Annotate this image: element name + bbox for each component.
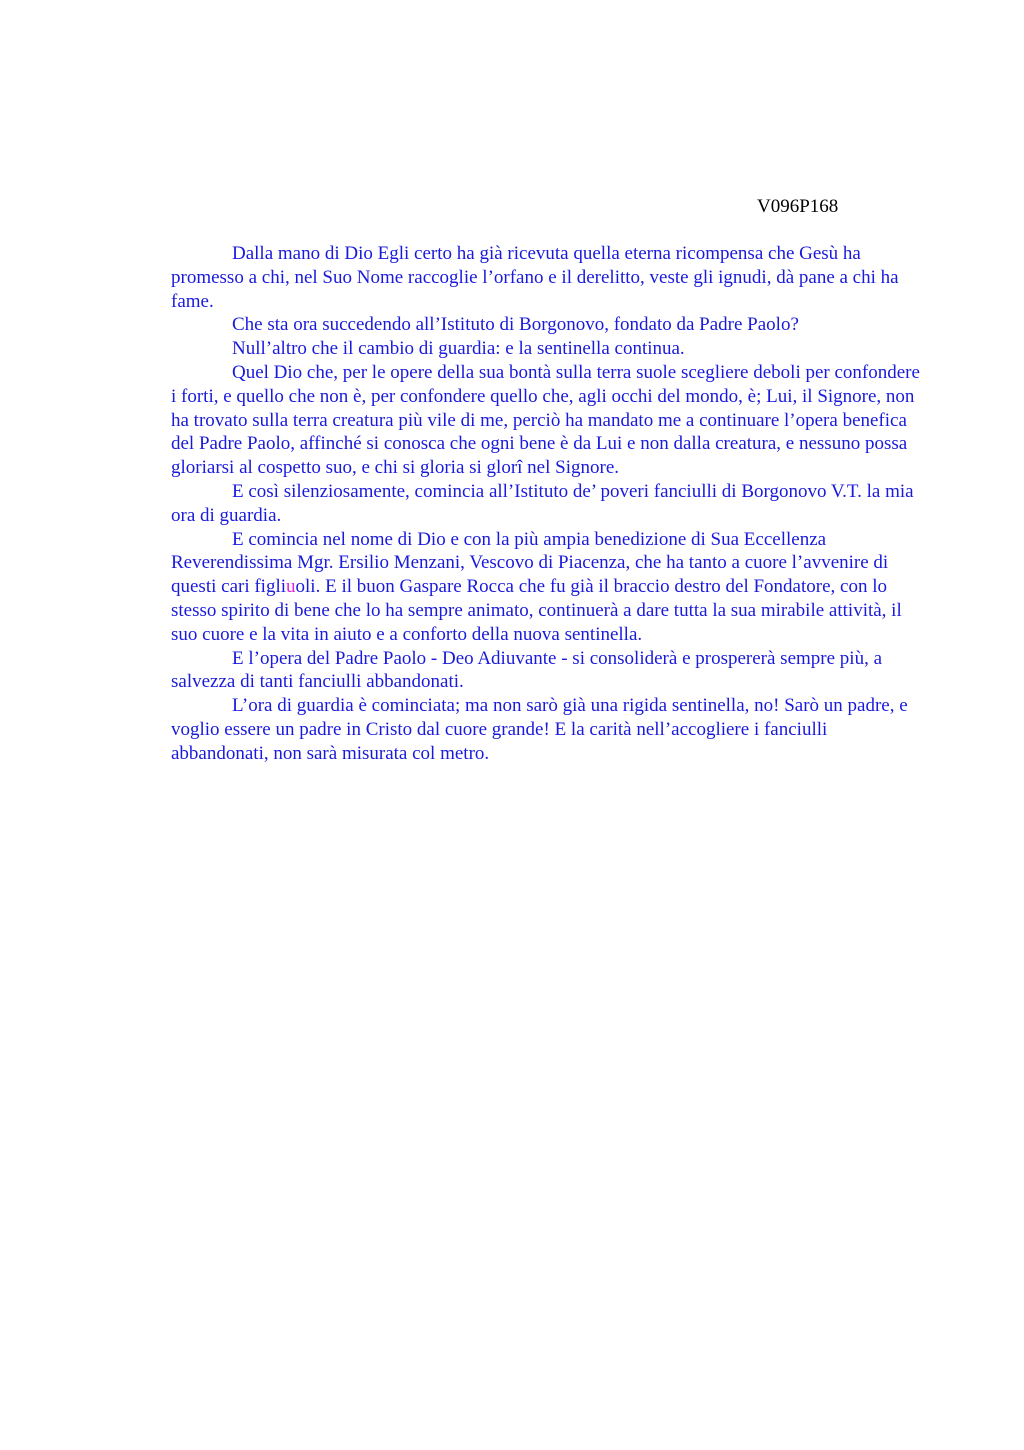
paragraph: Dalla mano di Dio Egli certo ha già ricevuta quella eterna ricompensa che Gesù ha promesso a chi, nel Suo Nome raccoglie l’orfano e il derelitto, veste gli ignudi, dà pane a chi ha fame. xyxy=(171,243,899,312)
paragraph: Quel Dio che, per le opere della sua bontà sulla terra suole scegliere deboli per confondere i forti, e quello che non è, per confondere quello che, agli occhi del mondo, è; Lui, il Signore, non ha trovato sulla terra creatura più vile di me, perciò ha mandato me a continuare l’opera benefica del Padre Paolo, affinché si conosca che ogni bene è da Lui e non dalla creatura, e nessuno possa gloriarsi al cospetto suo, e chi si gloria si glorî nel Signore. xyxy=(171,361,920,479)
page-identifier: V096P168 xyxy=(757,196,839,217)
paragraph-text-before: E comincia nel nome di Dio e con la più ampia benedizione di Sua Eccellenza Reverendissima Mgr. Ersilio Menzani, Vescovo di Piacenza, che ha tanto a cuore l’avvenire di questi cari figli xyxy=(171,528,889,598)
paragraph xyxy=(171,528,929,647)
highlighted-letter: u xyxy=(286,576,296,598)
document-body xyxy=(171,242,929,766)
paragraph: E l’opera del Padre Paolo - Deo Adiuvante - si consoliderà e prospererà sempre più, a salvezza di tanti fanciulli abbandonati. xyxy=(171,647,882,693)
paragraph: Null’altro che il cambio di guardia: e la sentinella continua. xyxy=(232,338,685,360)
paragraph: L’ora di guardia è cominciata; ma non sarò già una rigida sentinella, no! Sarò un padre, e voglio essere un padre in Cristo dal cuore grande! E la carità nell’accogliere i fanciulli abbandonati, non sarà misurata col metro. xyxy=(171,695,908,764)
paragraph-text-after: oli. E il buon Gaspare Rocca che fu già il braccio destro del Fondatore, con lo stesso spirito di bene che lo ha sempre animato, continuerà a dare tutta la sua mirabile attività, il suo cuore e la vita in aiuto e a conforto della nuova sentinella. xyxy=(171,576,902,645)
paragraph: E così silenziosamente, comincia all’Istituto de’ poveri fanciulli di Borgonovo V.T. la mia ora di guardia. xyxy=(171,480,914,526)
paragraph: Che sta ora succedendo all’Istituto di Borgonovo, fondato da Padre Paolo? xyxy=(232,314,799,336)
